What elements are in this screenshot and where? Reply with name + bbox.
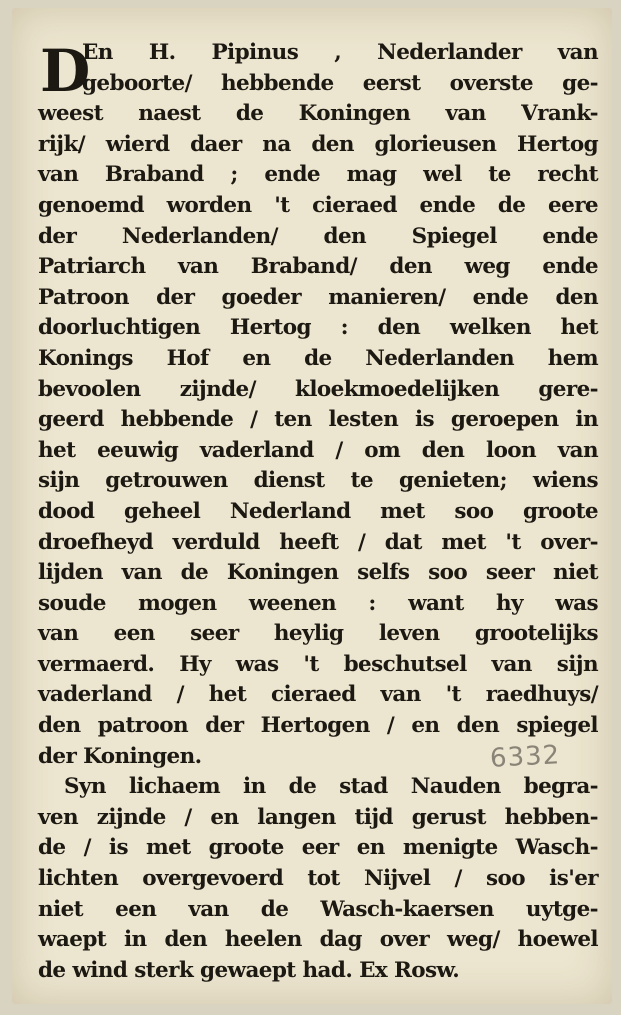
text-line: der Koningen. [38,743,202,769]
text-line: soude mogen weenen : want hy was [38,590,598,616]
text-line: den patroon der Hertogen / en den spiegel [38,713,598,739]
paragraph-2 [38,772,598,986]
text-line: der Nederlanden/ den Spiegel ende [38,223,598,249]
archive-number-annotation: 6332 [489,740,561,774]
text-line: lijden van de Koningen selfs soo seer niet [38,560,598,586]
text-line: vermaerd. Hy was 't beschutsel van sijn [38,651,598,677]
text-line: Patriarch van Braband/ den weg ende [38,254,598,280]
text-line: Syn lichaem in de stad Nauden begra- [64,774,598,800]
drop-cap: D [40,37,91,105]
text-line: ven zijnde / en langen tijd gerust hebben- [38,804,598,830]
text-line: geboorte/ hebbende eerst overste ge- [82,70,598,96]
text-line: droefheyd verduld heeft / dat met 't over- [38,529,598,555]
body-text [38,38,598,986]
text-line: het eeuwig vaderland / om den loon van [38,437,598,463]
text-line: vaderland / het cieraed van 't raedhuys/ [38,682,598,708]
text-line: van een seer heylig leven grootelijks [38,621,598,647]
text-line: waept in den heelen dag over weg/ hoewel [38,927,598,953]
text-line: de wind sterk gewaept had. Ex Rosw. [38,957,460,983]
text-line: de / is met groote eer en menigte Wasch- [38,835,598,861]
document-card [12,8,612,1004]
text-line: genoemd worden 't cieraed ende de eere [38,192,598,218]
text-line: doorluchtigen Hertog : den welken het [38,315,598,341]
text-line: bevoolen zijnde/ kloekmoedelijken gere- [38,376,598,402]
text-line: sijn getrouwen dienst te genieten; wiens [38,468,598,494]
text-line: Konings Hof en de Nederlanden hem [38,345,598,371]
text-line: dood geheel Nederland met soo groote [38,498,598,524]
text-line: weest naest de Koningen van Vrank- [38,101,598,127]
text-line: En H. Pipinus , Nederlander van [82,40,598,65]
text-line: geerd hebbende / ten lesten is geroepen in [38,407,598,433]
text-line: niet een van de Wasch-kaersen uytge- [38,896,598,922]
text-line: rijk/ wierd daer na den glorieusen Hertog [38,131,598,157]
text-line: Patroon der goeder manieren/ ende den [38,284,598,310]
paragraph-1 [38,38,598,772]
text-line: van Braband ; ende mag wel te recht [38,162,598,188]
text-line: lichten overgevoerd tot Nijvel / soo is'er [38,866,598,892]
